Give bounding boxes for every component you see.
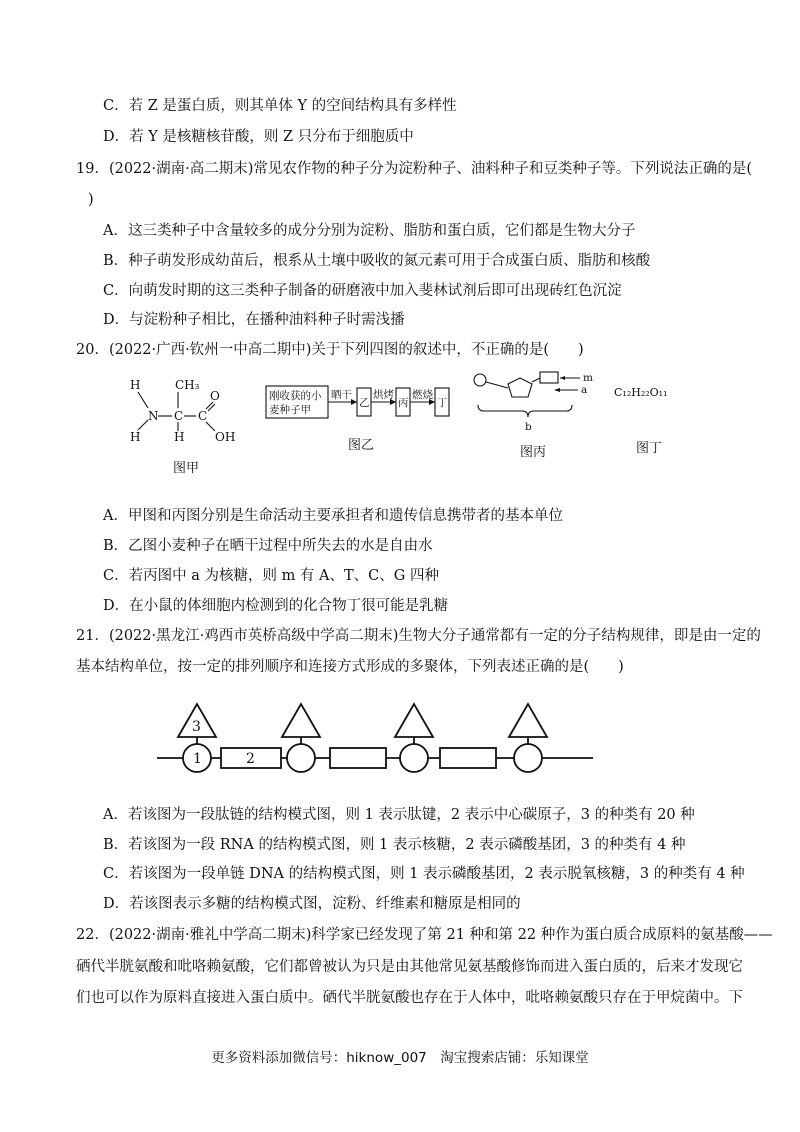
jia-h1: H [130,378,141,392]
bing-brace [478,405,572,417]
q20-option-a: A．甲图和丙图分别是生命活动主要承担者和遗传信息携带者的基本单位 [103,508,563,524]
yi-box1-line1: 刚收获的小 [269,390,322,402]
figure-bing-nucleotide [470,370,600,462]
chain-label-3: 3 [192,719,201,735]
q22-stem-line3: 们也可以作为原料直接进入蛋白质中。硒代半胱氨酸也存在于人体中，吡咯赖氨酸只存在于甲烷菌中。下 [76,990,743,1006]
bing-caption: 图丙 [520,445,547,460]
bing-base-rect [540,372,558,383]
bing-phosphate-circle [474,374,486,386]
q21-option-b: B．若该图为一段 RNA 的结构模式图，则 1 表示核糖，2 表示磷酸基团，3 的种类有 4 种 [103,837,686,853]
q21-stem-line2: 基本结构单位，按一定的排列顺序和连接方式形成的多聚体，下列表述正确的是( ) [76,659,624,675]
yi-label-d: 丁 [437,397,448,409]
q19-option-a: A．这三类种子中含量较多的成分分别为淀粉、脂肪和蛋白质，它们都是生物大分子 [103,223,636,239]
q21-stem-line1: 21．(2022·黑龙江·鸡西市英桥高级中学高二期末)生物大分子通常都有一定的分子结构规律，即是由一定的 [76,628,761,644]
ding-formula: C₁₂H₂₂O₁₁ [614,386,668,399]
q22-stem-line1: 22．(2022·湖南·雅礼中学高二期末)科学家已经发现了第 21 种和第 22 种作为蛋白质合成原料的氨基酸—— [76,927,773,943]
q20-stem: 20．(2022·广西·钦州一中高二期中)关于下列四图的叙述中，不正确的是( ) [76,342,584,358]
jia-caption: 图甲 [173,461,200,476]
q19-stem-line2: ) [88,192,94,208]
jia-ch3: CH₃ [175,378,200,392]
chain-label-1: 1 [193,751,202,767]
yi-arrow-bake: 烘烤 [373,389,394,401]
bing-label-b: b [525,421,532,433]
jia-h2: H [130,430,141,444]
q19-option-c: C．向萌发时期的这三类种子制备的研磨液中加入斐林试剂后即可出现砖红色沉淀 [103,283,622,299]
jia-oh: OH [215,430,236,444]
q21-option-a: A．若该图为一段肽链的结构模式图，则 1 表示肽键，2 表示中心碳原子，3 的种类有 20 种 [103,807,695,823]
figure-polymer-chain [155,698,595,776]
figure-jia-amino-acid [118,374,258,478]
jia-c1: C [174,409,184,423]
bing-pentagon [508,378,532,397]
jia-n: N [148,409,159,423]
q19-stem-line1: 19．(2022·湖南·高二期末)常见农作物的种子分为淀粉种子、油料种子和豆类种子等。下列说法正确的是( [76,161,753,177]
ding-caption: 图丁 [636,441,663,456]
q20-option-b: B．乙图小麦种子在晒干过程中所失去的水是自由水 [103,538,433,554]
yi-label-c: 丙 [398,397,409,409]
q20-option-d: D．在小鼠的体细胞内检测到的化合物丁很可能是乳糖 [103,598,449,614]
q20-option-c: C．若丙图中 a 为核糖，则 m 有 A、T、C、G 四种 [103,568,439,584]
q18-option-d: D．若 Y 是核糖核苷酸，则 Z 只分布于细胞质中 [103,129,414,145]
figure-yi-flowchart [264,378,454,458]
yi-label-b: 乙 [359,397,370,409]
yi-box1-line2: 麦种子甲 [269,404,311,416]
figure-ding-formula [610,378,690,458]
page-footer: 更多资料添加微信号：hiknow_007 淘宝搜索店铺：乐知课堂 [211,1050,589,1066]
q18-option-c: C．若 Z 是蛋白质，则其单体 Y 的空间结构具有多样性 [103,98,457,114]
q21-option-d: D．若该图表示多糖的结构模式图，淀粉、纤维素和糖原是相同的 [103,896,521,912]
q21-option-c: C．若该图为一段单链 DNA 的结构模式图，则 1 表示磷酸基团，2 表示脱氧核糖，3 的种类有 4 种 [103,866,745,882]
bing-label-a: a [581,384,588,396]
yi-arrow-sun-dry: 晒干 [331,389,352,401]
q22-stem-line2: 硒代半胱氨酸和吡咯赖氨酸，它们都曾被认为只是由其他常见氨基酸修饰而进入蛋白质的，后来才发现它 [76,959,743,975]
jia-o: O [210,389,220,403]
q19-option-b: B．种子萌发形成幼苗后，根系从土壤中吸收的氮元素可用于合成蛋白质、脂肪和核酸 [103,253,651,269]
yi-arrow-burn: 燃烧 [412,389,433,401]
yi-caption: 图乙 [348,438,375,453]
jia-c2: C [198,409,208,423]
bing-label-m: m [583,372,593,384]
jia-h3: H [174,430,185,444]
chain-label-2: 2 [246,751,255,767]
q19-option-d: D．与淀粉种子相比，在播种油料种子时需浅播 [103,312,405,328]
